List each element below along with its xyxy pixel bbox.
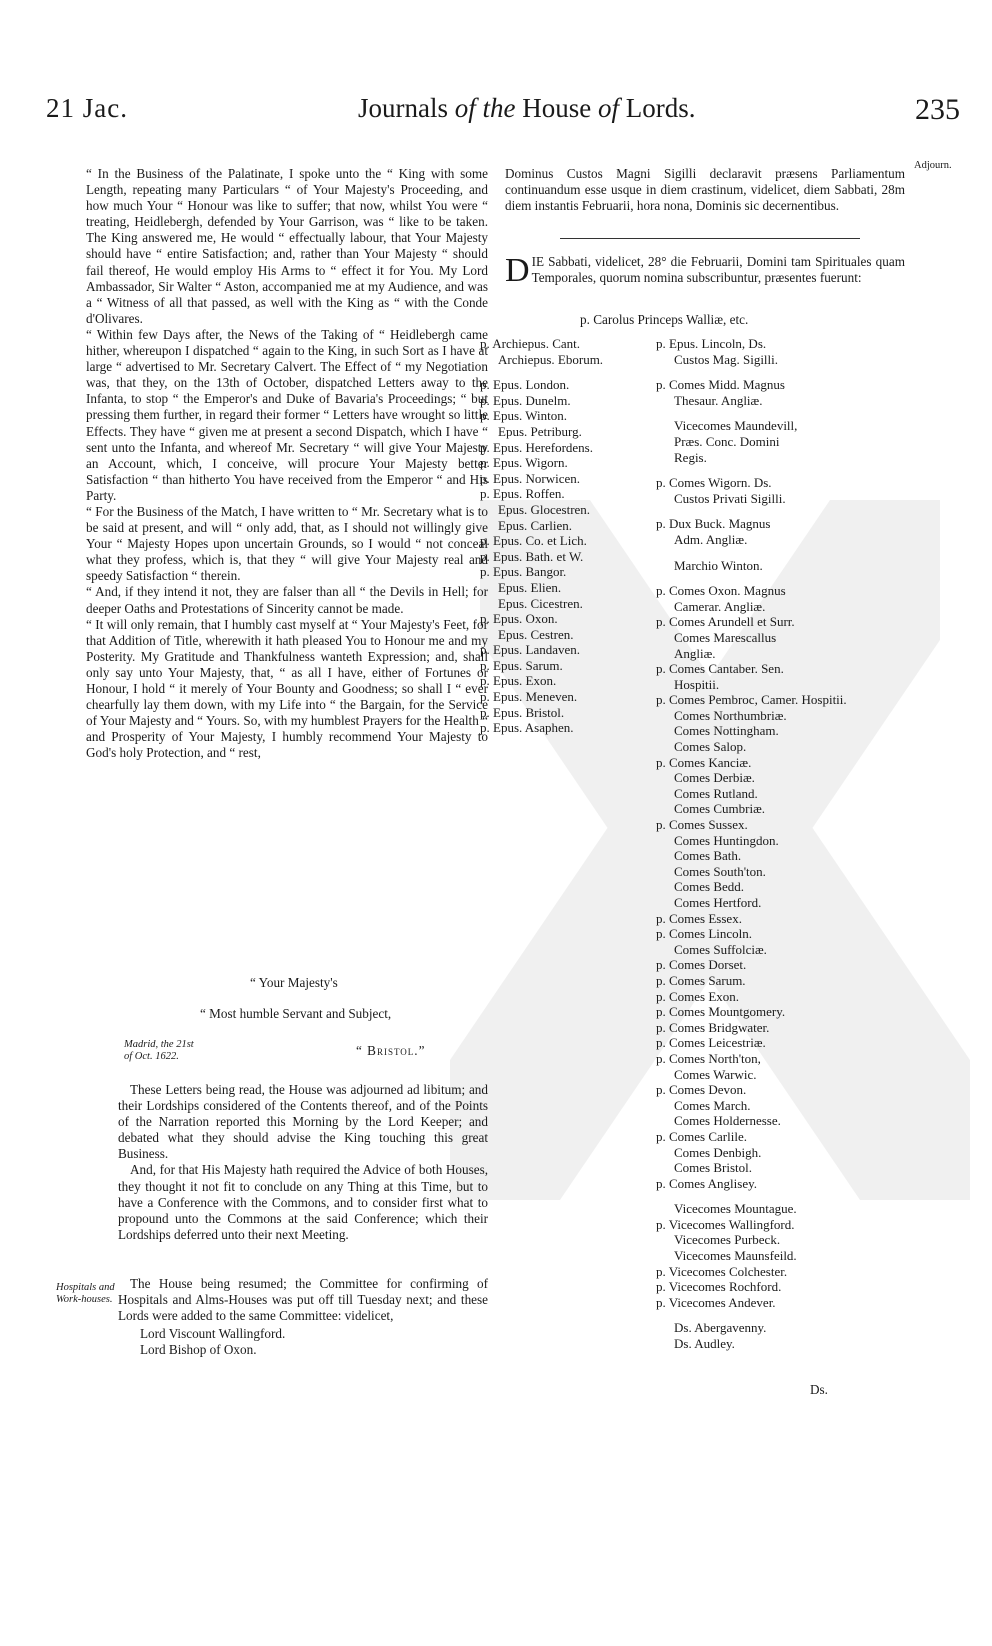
proceedings-paragraph: And, for that His Majesty hath required the Advice of both Houses, they thought it not fit to conclude on any Thing at this Time, but to have a Conference with the Commons, and to consider first what to propound unto the Commons at the said Conference; which their Lordships deferred unto their next Meeting. <box>118 1162 488 1242</box>
closing-servant: “ Most humble Servant and Subject, <box>200 1006 392 1021</box>
lord-entry: p. Comes Sarum. <box>656 972 746 988</box>
lord-entry: Comes Bristol. <box>674 1160 753 1176</box>
lord-entry: Epus. Carlien. <box>498 517 573 533</box>
lord-entry: p. Comes Devon. <box>656 1082 747 1098</box>
proceedings-text <box>118 1082 488 1243</box>
lord-entry: Regis. <box>674 449 707 465</box>
letter-paragraph: “ It will only remain, that I humbly cast myself at “ Your Majesty's Feet, for that Addition of Title, wherewith it hath pleased You to Honour me and my Posterity. My Gratitude and Thankfulness wanteth Expression; and, shall only say unto Your Majesty, that, “ as all I have, either of Fortunes or Honour, I hold “ it merely of Your Bounty and Goodness; so shall I “ ever chearfully lay them down, with my Life into “ the Bargain, for the Service of Your Majesty and “ Yours. So, with my humblest Prayers for the Health “ and Prosperity of Your Majesty, I humbly recommend Your Majesty to God's holy Protection, and “ rest, <box>86 616 488 761</box>
lord-entry: p. Epus. Exon. <box>480 673 557 689</box>
section-rule <box>560 238 860 239</box>
prince-line: p. Carolus Princeps Walliæ, etc. <box>580 312 749 327</box>
lord-entry: p. Comes Leicestriæ. <box>656 1035 766 1051</box>
lord-entry: p. Comes Sussex. <box>656 817 748 833</box>
lord-entry: Adm. Angliæ. <box>674 531 748 547</box>
lord-entry: p. Comes Mountgomery. <box>656 1004 786 1020</box>
lord-entry <box>656 465 886 475</box>
running-head-title: Journals of the House of Lords. <box>358 93 696 123</box>
running-head-regnal-year: 21 Jac. <box>46 93 128 123</box>
lord-entry: p. Epus. Oxon. <box>480 611 558 627</box>
lord-entry: Comes Rutland. <box>674 785 758 801</box>
lord-entry <box>656 1191 886 1201</box>
lord-entry: p. Comes Kanciæ. <box>656 754 752 770</box>
lord-entry: Ds. Abergavenny. <box>674 1320 767 1336</box>
lord-entry: p. Epus. Wigorn. <box>480 455 568 471</box>
left-column <box>86 166 488 761</box>
lord-entry: p. Epus. Sarum. <box>480 657 563 673</box>
margin-note-adjourn: Adjourn. <box>914 160 952 171</box>
spiritual-lords-list <box>480 336 655 736</box>
lord-entry: Comes March. <box>674 1097 751 1113</box>
lord-entry: p. Epus. Roffen. <box>480 486 565 502</box>
lord-entry: p. Comes Arundell et Surr. <box>656 614 795 630</box>
lord-entry: Comes Hertford. <box>674 895 762 910</box>
place-date: Madrid, the 21st of Oct. 1622. <box>124 1039 194 1062</box>
lord-entry: p. Comes Bridgwater. <box>656 1019 770 1035</box>
lord-entry: p. Comes Essex. <box>656 910 742 926</box>
committee-text <box>118 1276 488 1358</box>
lord-entry: Hospitii. <box>674 676 720 692</box>
lord-entry: Angliæ. <box>674 645 716 661</box>
letter-paragraph: “ For the Business of the Match, I have written to “ Mr. Secretary what is to be said at present, and will “ only add, that, as I should not willingly give Your “ Majesty Hopes upon uncertain Grounds, so I would “ not conceal what they profess, which is, that they “ will give Your Majesty real and speedy Satisfaction “ therein. <box>86 503 488 584</box>
committee-member: Lord Bishop of Oxon. <box>140 1342 257 1358</box>
temporal-lords-list <box>656 336 886 1352</box>
lord-entry: p. Dux Buck. Magnus <box>656 516 771 532</box>
lord-entry: p. Epus. London. <box>480 377 570 393</box>
letter-paragraph: “ And, if they intend it not, they are falser than all “ the Devils in Hell; for deeper Oaths and Protestations of Sincerity cannot be made. <box>86 584 488 616</box>
lord-entry: Comes Derbiæ. <box>674 770 755 786</box>
lord-entry <box>656 1310 886 1320</box>
closing-salutation: “ Your Majesty's <box>250 975 338 990</box>
adjournment-paragraph: Dominus Custos Magni Sigilli declaravit præsens Parliamentum continuandum esse usque in diem crastinum, videlicet, diem Sabbati, 28m diem instantis Februarii, hora nona, Dominis sic decernentibus. <box>505 166 905 214</box>
lord-entry: Comes Suffolciæ. <box>674 941 767 957</box>
committee-paragraph: The House being resumed; the Committee for confirming of Hospitals and Alms-Houses was put off till Tuesday next; and these Lords were added to the same Committee: videlicet, <box>118 1276 488 1324</box>
lord-entry: Vicecomes Maundevill, <box>674 418 798 434</box>
lord-entry: Comes Warwic. <box>674 1066 757 1082</box>
lord-entry: Comes Salop. <box>674 739 747 755</box>
lord-entry: Epus. Elien. <box>498 579 562 595</box>
lord-entry: p. Epus. Bangor. <box>480 564 567 580</box>
committee-member: Lord Viscount Wallingford. <box>140 1326 286 1342</box>
lord-entry: Præs. Conc. Domini <box>674 433 780 449</box>
lord-entry: p. Epus. Asaphen. <box>480 720 574 736</box>
lord-entry: p. Vicecomes Rochford. <box>656 1279 782 1295</box>
lord-entry: Comes Marescallus <box>674 629 777 645</box>
lord-entry: p. Epus. Dunelm. <box>480 392 571 408</box>
lord-entry: Epus. Glocestren. <box>498 501 591 517</box>
lord-entry: p. Epus. Herefordens. <box>480 439 593 455</box>
lord-entry: Comes Cumbriæ. <box>674 801 766 817</box>
lord-entry: p. Comes Exon. <box>656 988 740 1004</box>
lord-entry: Comes Nottingham. <box>674 723 779 739</box>
lord-entry: Vicecomes Maunsfeild. <box>674 1248 797 1264</box>
lord-entry <box>656 548 886 558</box>
lord-entry: Epus. Cestren. <box>498 626 574 642</box>
attendance-intro: D IE Sabbati, videlicet, 28° die Februarii, Domini tam Spirituales quam Temporales, quorum nomina subscribuntur, præsentes fuerunt: <box>505 252 905 289</box>
lord-entry: Comes Huntingdon. <box>674 832 779 848</box>
lord-entry: p. Comes Oxon. Magnus <box>656 583 786 599</box>
lord-entry: p. Epus. Lincoln, Ds. <box>656 336 767 351</box>
lord-entry: p. Comes Anglisey. <box>656 1175 757 1191</box>
lord-entry: p. Epus. Winton. <box>480 408 567 424</box>
lord-entry: p. Comes Lincoln. <box>656 926 753 942</box>
lord-entry: p. Vicecomes Andever. <box>656 1294 776 1310</box>
lord-entry: p. Comes North'ton, <box>656 1050 761 1066</box>
lord-entry: Archiepus. Eborum. <box>498 351 604 367</box>
lord-entry: p. Epus. Landaven. <box>480 642 581 658</box>
lord-entry <box>656 408 886 418</box>
letter-paragraph: “ In the Business of the Palatinate, I spoke unto the “ King with some Length, repeating many Particulars “ of Your Majesty's Proceeding, and how much Your “ Honour was like to suffer; that now, whilst You were “ treating, Heidlebergh, defended by Your Garrison, was “ like to be taken. The King answered me, He would “ effectually labour, that Your Majesty should have “ entire Satisfaction; and, rather than Your Majesty “ should fail thereof, He would employ His Arms to “ effect it for You. My Lord Ambassador, Sir Walter “ Aston, accompanied me at my Audience, and was a “ Witness of all that passed, as well with the King as “ with the Conde d'Olivares. <box>86 166 488 326</box>
lord-entry: Epus. Petriburg. <box>498 423 582 439</box>
lord-entry <box>656 367 886 377</box>
lord-entry: p. Vicecomes Wallingford. <box>656 1216 795 1232</box>
drop-cap: D <box>505 252 530 289</box>
lord-entry: Vicecomes Mountague. <box>674 1201 797 1217</box>
proceedings-paragraph: These Letters being read, the House was adjourned ad libitum; and their Lordships considered of the Contents thereof, and of the Points of the Narration reported this Morning by the Lord Keeper; and debated what they should advise the King touching this great Business. <box>118 1082 488 1162</box>
page-number: 235 <box>915 93 960 126</box>
lord-entry: p. Comes Dorset. <box>656 957 747 973</box>
signature: “ Bristol.” <box>356 1043 426 1058</box>
lord-entry: p. Comes Midd. Magnus <box>656 377 785 393</box>
letter-paragraph: “ Within few Days after, the News of the Taking of “ Heidlebergh came hither, whereupon I dispatched “ again to the King, in such Sort as I have at large “ advertised to Mr. Secretary Calvert. The Effect of “ my Negotiation was, that they, on the 13th of October, dispatched Letters away to the Infanta, to stop “ the Emperor's and Duke of Bavaria's Proceedings; “ but pressing them further, in regard their former “ Letters have wrought so little Effects. They have “ given me at present a second Dispatch, which I have “ sent unto the Infanta, and whereof Mr. Secretary “ will give Your Majesty an Account, which, I conceive, will procure Your Majesty better Satisfaction “ than hitherto You have received from the Emperor “ and His Party. <box>86 326 488 503</box>
catchword: Ds. <box>810 1382 828 1397</box>
lord-entry: Thesaur. Angliæ. <box>674 392 763 408</box>
lord-entry: Comes Bedd. <box>674 879 745 895</box>
lord-entry: Ds. Audley. <box>674 1336 735 1352</box>
lord-entry: Comes South'ton. <box>674 863 766 879</box>
margin-note-hospitals: Hospitals and Work-houses. <box>56 1282 115 1305</box>
lord-entry: Comes Denbigh. <box>674 1144 762 1160</box>
lord-entry: p. Comes Carlile. <box>656 1128 747 1144</box>
lord-entry: p. Epus. Co. et Lich. <box>480 533 587 549</box>
lord-entry: Comes Holdernesse. <box>674 1113 781 1129</box>
lord-entry <box>656 573 886 583</box>
lord-entry: Epus. Cicestren. <box>498 595 583 611</box>
lord-entry: p. Comes Pembroc, Camer. Hospitii. <box>656 692 847 708</box>
lord-entry: p. Comes Cantaber. Sen. <box>656 661 784 677</box>
lord-entry: p. Vicecomes Colchester. <box>656 1263 788 1279</box>
lord-entry: p. Epus. Norwicen. <box>480 470 581 486</box>
lord-entry <box>480 367 655 377</box>
lord-entry: Custos Privati Sigilli. <box>674 490 786 506</box>
lord-entry: p. Epus. Bristol. <box>480 704 565 720</box>
lord-entry: Camerar. Angliæ. <box>674 598 766 614</box>
lord-entry: Vicecomes Purbeck. <box>674 1232 781 1248</box>
lord-entry: p. Epus. Meneven. <box>480 689 578 705</box>
lord-entry: Marchio Winton. <box>674 557 763 573</box>
lord-entry: p. Comes Wigorn. Ds. <box>656 475 772 491</box>
page-header <box>38 93 968 133</box>
lord-entry <box>656 506 886 516</box>
lord-entry: Custos Mag. Sigilli. <box>674 351 779 367</box>
lord-entry: p. Archiepus. Cant. <box>480 336 581 351</box>
lord-entry: Comes Bath. <box>674 848 742 864</box>
lord-entry: Comes Northumbriæ. <box>674 707 787 723</box>
lord-entry: p. Epus. Bath. et W. <box>480 548 584 564</box>
